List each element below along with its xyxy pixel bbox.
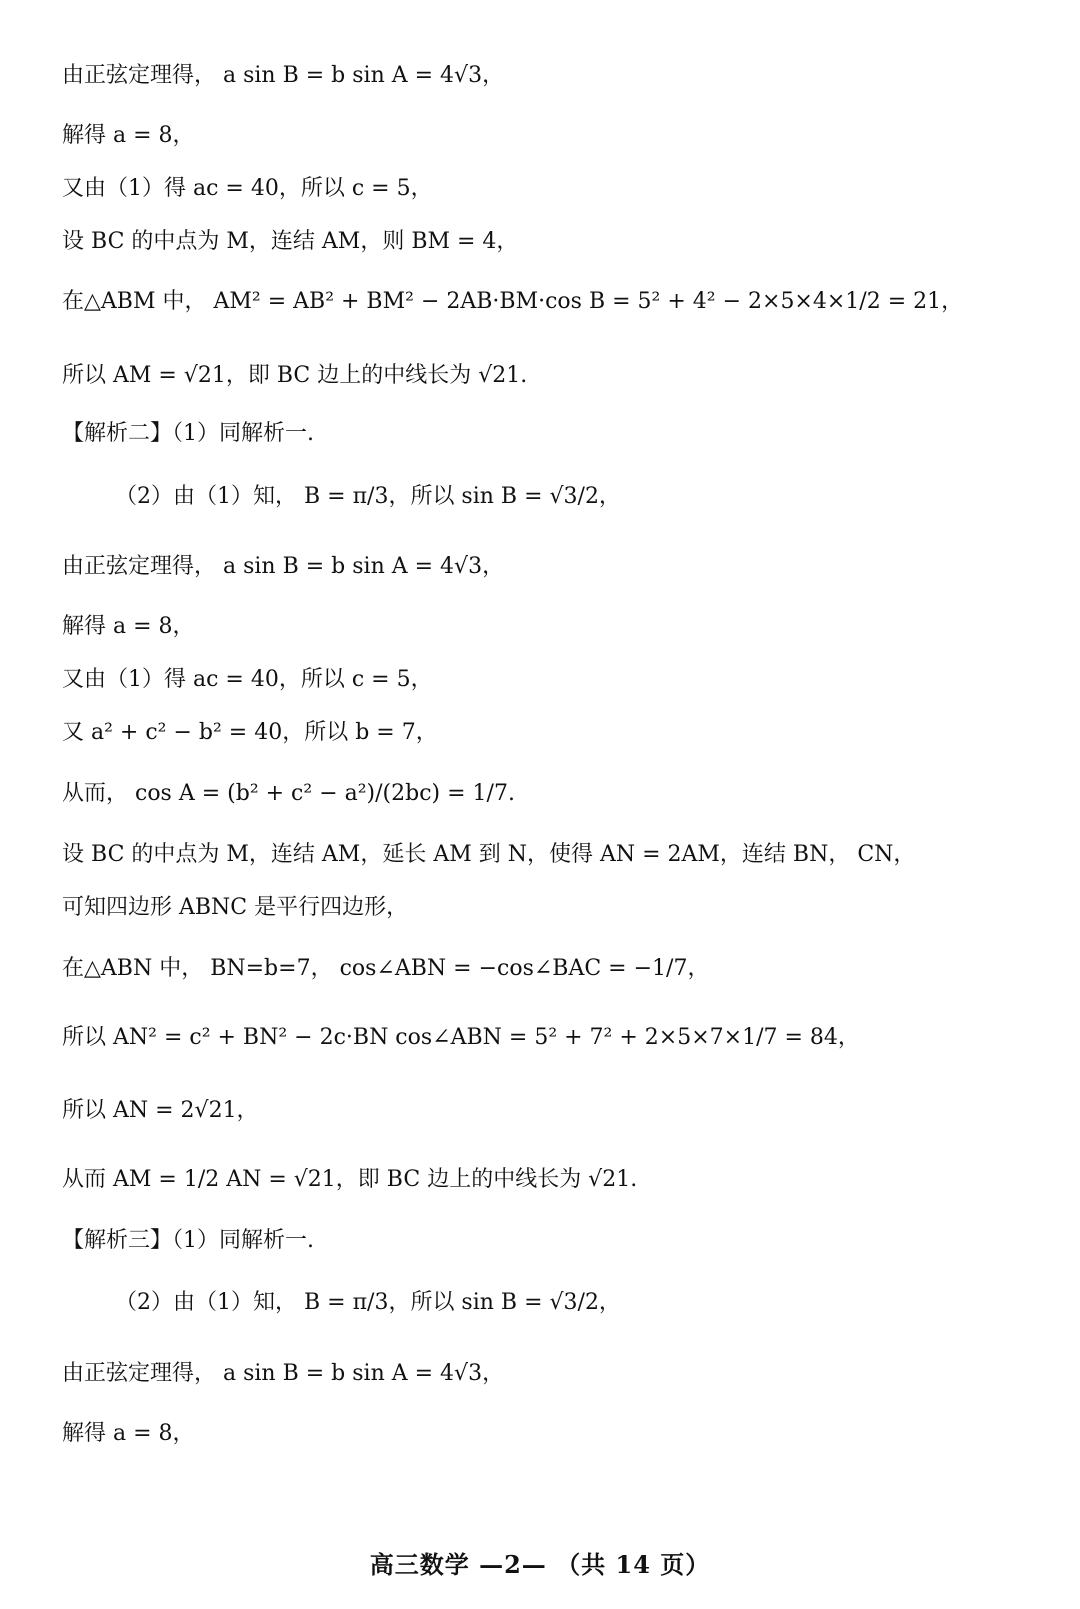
text-line: 解得 a = 8， [62, 614, 195, 639]
section-heading: 【解析二】（1）同解析一. [62, 421, 314, 446]
text-line: 又由（1）得 ac = 40，所以 c = 5， [62, 667, 433, 692]
text-line: 设 BC 的中点为 M，连结 AM，延长 AM 到 N，使得 AN = 2AM，连结 BN， CN， [62, 842, 916, 867]
text-line: 又 a² + c² − b² = 40，所以 b = 7， [62, 720, 438, 745]
text-line: 设 BC 的中点为 M，连结 AM，则 BM = 4， [62, 229, 519, 254]
text-line: （2）由（1）知， B = π/3，所以 sin B = √3/2， [115, 1290, 621, 1315]
text-line: 又由（1）得 ac = 40，所以 c = 5， [62, 176, 433, 201]
text-line: （2）由（1）知， B = π/3，所以 sin B = √3/2， [115, 484, 621, 509]
text-line: 所以 AN² = c² + BN² − 2c·BN cos∠ABN = 5² + 7² + 2×5×7×1/7 = 84， [62, 1025, 860, 1050]
text-line: 从而， cos A = (b² + c² − a²)/(2bc) = 1/7. [62, 781, 515, 806]
text-line: 从而 AM = 1/2 AN = √21，即 BC 边上的中线长为 √21. [62, 1167, 638, 1192]
page-footer: 高三数学 —2— （共 14 页） [369, 1550, 711, 1579]
text-line: 解得 a = 8， [62, 123, 195, 148]
text-line: 在△ABN 中， BN=b=7， cos∠ABN = −cos∠BAC = −1/7， [62, 956, 710, 981]
section-heading: 【解析三】（1）同解析一. [62, 1228, 314, 1253]
text-line: 在△ABM 中， AM² = AB² + BM² − 2AB·BM·cos B = 5² + 4² − 2×5×4×1/2 = 21， [62, 289, 964, 314]
text-line: 由正弦定理得， a sin B = b sin A = 4√3， [62, 1361, 505, 1386]
text-line: 可知四边形 ABNC 是平行四边形， [62, 895, 409, 920]
text-line: 解得 a = 8， [62, 1421, 195, 1446]
text-line: 由正弦定理得， a sin B = b sin A = 4√3， [62, 63, 505, 88]
text-line: 所以 AN = 2√21， [62, 1098, 259, 1123]
text-line: 由正弦定理得， a sin B = b sin A = 4√3， [62, 554, 505, 579]
text-line: 所以 AM = √21，即 BC 边上的中线长为 √21. [62, 363, 528, 388]
